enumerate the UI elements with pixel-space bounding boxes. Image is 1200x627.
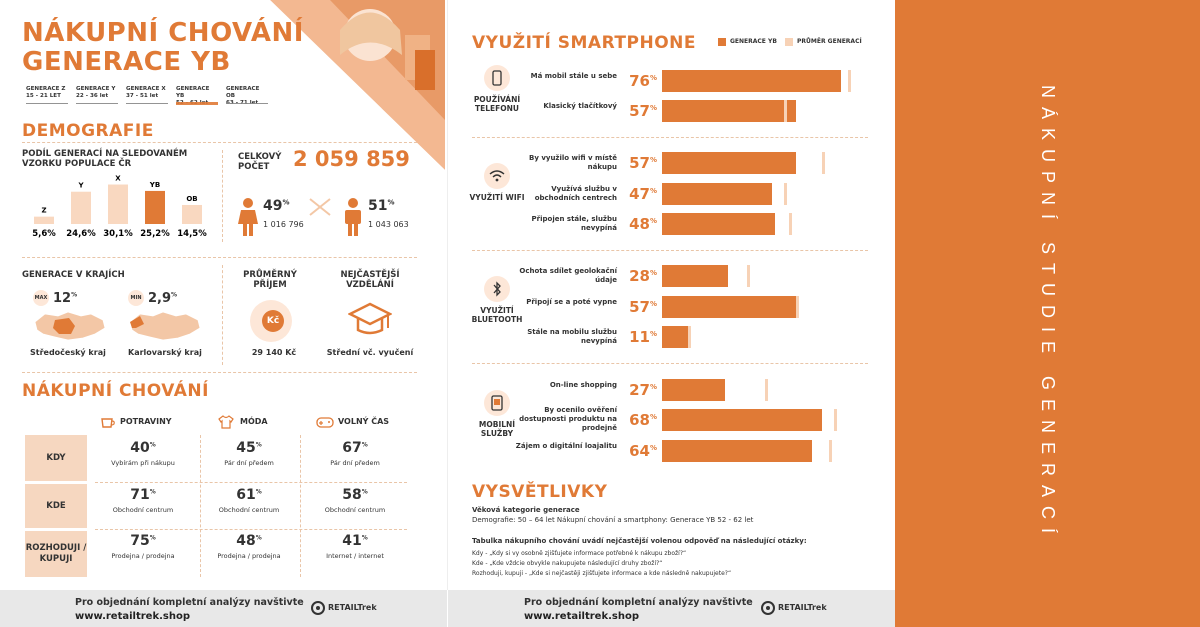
min-badge: MIN bbox=[128, 290, 144, 306]
bar-avg-marker bbox=[688, 326, 691, 348]
smartphone-question: Má mobil stále u sebe bbox=[530, 72, 617, 80]
gamepad-icon bbox=[316, 414, 334, 433]
bar-yb bbox=[662, 440, 812, 462]
legend-avg-swatch bbox=[785, 38, 793, 46]
gen-tab-ob: GENERACE OB bbox=[226, 86, 268, 107]
cup-icon bbox=[100, 414, 116, 433]
bar-yb bbox=[662, 183, 772, 205]
footer-text-right: Pro objednání kompletní analýzy navštivte bbox=[524, 597, 753, 608]
czech-map-min bbox=[128, 310, 203, 346]
smartphone-question: Připojen stále, službu nevypíná bbox=[531, 215, 617, 232]
income-label: PRŮMĚRNÝ PŘÍJEM bbox=[243, 270, 297, 290]
demografie-title: DEMOGRAFIE bbox=[22, 121, 154, 141]
legend-table-title: Tabulka nákupního chování uvádí nejčastější volenou odpověď na následující otázky: bbox=[472, 537, 807, 545]
group-label: POUŽÍVÁNÍ TELEFONU bbox=[473, 95, 521, 113]
min-region: Karlovarský kraj bbox=[128, 348, 202, 357]
share-cat-z: Z bbox=[41, 206, 47, 215]
legend-q1: Kdy - „Kdy si vy osobně zjišťujete informace potřebné k nákupu zboží?“ bbox=[472, 550, 687, 557]
legend-yb: GENERACE YB bbox=[730, 38, 777, 45]
share-value-x: 30,1% bbox=[103, 229, 133, 239]
group-label: VYUŽITÍ WIFI bbox=[469, 192, 525, 202]
share-value-yb: 25,2% bbox=[140, 229, 170, 239]
smartphone-pct: 68% bbox=[629, 411, 657, 429]
legend-age-text: Demografie: 50 – 64 let Nákupní chování a smartphony: Generace YB 52 - 62 let bbox=[472, 516, 754, 524]
smartphone-pct: 47% bbox=[629, 185, 657, 203]
smartphone-question: By využilo wifi v místě nákupu bbox=[528, 154, 617, 171]
share-cat-y: Y bbox=[78, 181, 84, 190]
share-value-ob: 14,5% bbox=[177, 229, 207, 239]
gen-tab-z: GENERACE Z 15 - 21 LET bbox=[26, 86, 68, 100]
smartphone-question: Stále na mobilu službu nevypíná bbox=[527, 328, 617, 345]
smartphone-pct: 57% bbox=[629, 298, 657, 316]
group-label: MOBILNÍ SLUŽBY bbox=[478, 419, 516, 438]
graduation-cap-icon bbox=[348, 302, 392, 342]
bar-avg-marker bbox=[848, 70, 851, 92]
share-bar-y bbox=[71, 192, 91, 224]
smartphone-question: Klasický tlačítkový bbox=[543, 102, 617, 110]
legend-q3: Rozhoduji, kupuji - „Kde si nejčastěji zjišťujete informace a kde následně nakupujete?“ bbox=[472, 570, 732, 577]
smartphone-pct: 57% bbox=[629, 102, 657, 120]
smartphone-pct: 76% bbox=[629, 72, 657, 90]
footer-brand-right: RETAILTrek bbox=[778, 603, 827, 612]
footer-url-right[interactable]: www.retailtrek.shop bbox=[524, 611, 640, 622]
cell-kde-volny-cas: 58% Obchodní centrum bbox=[324, 487, 386, 514]
bar-yb bbox=[662, 152, 796, 174]
footer-right bbox=[448, 590, 895, 627]
bar-yb bbox=[662, 409, 822, 431]
bar-avg-marker bbox=[784, 183, 787, 205]
legend-title: VYSVĚTLIVKY bbox=[472, 482, 608, 502]
cell-kdy-volny-cas: 67% Pár dní předem bbox=[330, 440, 380, 467]
total-label: CELKOVÝ POČET bbox=[238, 152, 282, 172]
footer-brand-left: RETAILTrek bbox=[328, 603, 377, 612]
tshirt-icon bbox=[218, 414, 234, 433]
page-title-line2: GENERACE YB bbox=[22, 47, 231, 77]
regions-label: GENERACE V KRAJÍCH bbox=[22, 270, 125, 280]
bar-avg-marker bbox=[789, 213, 792, 235]
bar-yb bbox=[662, 70, 841, 92]
row-rozhoduji: ROZHODUJI / KUPUJI bbox=[25, 531, 87, 577]
share-cat-ob: OB bbox=[186, 194, 198, 203]
bar-avg-marker bbox=[784, 100, 787, 122]
group-label: VYUŽITÍ BLUETOOTH bbox=[471, 305, 523, 324]
smartphone-title: VYUŽITÍ SMARTPHONE bbox=[472, 33, 696, 53]
men-pct: 51% bbox=[368, 198, 395, 214]
bar-yb bbox=[662, 379, 725, 401]
edu-value: Střední vč. vyučení bbox=[326, 348, 414, 357]
legend-yb-swatch bbox=[718, 38, 726, 46]
page-title-line1: NÁKUPNÍ CHOVÁNÍ bbox=[22, 18, 304, 48]
smartphone-question: Využívá službu v obchodních centrech bbox=[534, 185, 617, 202]
cell-rozhoduji-volny-cas: 41% Internet / internet bbox=[326, 533, 384, 560]
total-value: 2 059 859 bbox=[293, 147, 410, 171]
cell-kde-moda: 61% Obchodní centrum bbox=[218, 487, 280, 514]
col-moda: MÓDA bbox=[240, 417, 268, 426]
share-cat-yb: YB bbox=[149, 180, 161, 189]
shopping-title: NÁKUPNÍ CHOVÁNÍ bbox=[22, 381, 209, 401]
col-potraviny: POTRAVINY bbox=[120, 417, 172, 426]
smartphone-pct: 11% bbox=[629, 328, 657, 346]
row-kde: KDE bbox=[25, 484, 87, 528]
share-bar-x bbox=[108, 184, 128, 224]
bar-yb bbox=[662, 213, 775, 235]
bar-avg-marker bbox=[796, 296, 799, 318]
share-label: PODÍL GENERACÍ NA SLEDOVANÉM VZORKU POPULACE ČR bbox=[22, 149, 188, 169]
man-icon bbox=[343, 197, 363, 241]
col-volny-cas: VOLNÝ ČAS bbox=[338, 417, 390, 426]
edu-label: NEJČASTĚJŠÍ VZDĚLÁNÍ bbox=[340, 270, 400, 290]
bar-avg-marker bbox=[829, 440, 832, 462]
bar-yb bbox=[662, 265, 728, 287]
footer-text-left: Pro objednání kompletní analýzy navštivte bbox=[75, 597, 304, 608]
smartphone-pct: 27% bbox=[629, 381, 657, 399]
share-bar-yb bbox=[145, 191, 165, 224]
woman-icon bbox=[238, 197, 258, 241]
smartphone-question: Připojí se a poté vypne bbox=[526, 298, 617, 306]
bar-yb bbox=[662, 326, 688, 348]
czech-map-max bbox=[33, 310, 108, 346]
income-value: 29 140 Kč bbox=[251, 348, 297, 357]
cell-kde-potraviny: 71% Obchodní centrum bbox=[112, 487, 174, 514]
share-bar-z bbox=[34, 217, 54, 224]
cell-kdy-moda: 45% Pár dní předem bbox=[224, 440, 274, 467]
bar-avg-marker bbox=[834, 409, 837, 431]
smartphone-pct: 48% bbox=[629, 215, 657, 233]
bar-yb bbox=[662, 100, 796, 122]
gen-tab-x: GENERACE X 37 - 51 let bbox=[126, 86, 168, 100]
legend-q2: Kde - „Kde vždcie obvykle nakupujete následující druhy zboží?“ bbox=[472, 560, 663, 567]
footer-url-left[interactable]: www.retailtrek.shop bbox=[75, 611, 191, 622]
legend-age-title: Věková kategorie generace bbox=[472, 506, 580, 514]
share-chart bbox=[22, 170, 222, 240]
smartphone-question: By ocenilo ověření dostupnosti produktu na prodejně bbox=[519, 406, 617, 432]
cell-kdy-potraviny: 40% Vybírám při nákupu bbox=[111, 440, 175, 467]
smartphone-question: Ochota sdílet geolokační údaje bbox=[519, 267, 617, 284]
min-pct: 2,9% bbox=[148, 291, 178, 306]
max-badge: MAX bbox=[33, 290, 49, 306]
smartphone-pct: 64% bbox=[629, 442, 657, 460]
women-pct: 49% bbox=[263, 198, 290, 214]
footer-left bbox=[0, 590, 447, 627]
smartphone-pct: 57% bbox=[629, 154, 657, 172]
retailtrek-logo-icon bbox=[760, 600, 776, 620]
side-panel bbox=[895, 0, 1200, 627]
share-cat-x: X bbox=[115, 174, 121, 183]
smartphone-question: Zájem o digitální loajalitu bbox=[515, 442, 617, 450]
retailtrek-logo-icon bbox=[310, 600, 326, 620]
share-bar-ob bbox=[182, 205, 202, 224]
cross-icon bbox=[308, 197, 332, 221]
bar-yb bbox=[662, 296, 796, 318]
smartphone-pct: 28% bbox=[629, 267, 657, 285]
legend-avg: PRŮMĚR GENERACÍ bbox=[797, 38, 862, 45]
bar-avg-marker bbox=[765, 379, 768, 401]
cell-rozhoduji-potraviny: 75% Prodejna / prodejna bbox=[111, 533, 175, 560]
max-region: Středočeský kraj bbox=[30, 348, 106, 357]
men-count: 1 043 063 bbox=[368, 220, 409, 229]
bar-avg-marker bbox=[747, 265, 750, 287]
bar-avg-marker bbox=[822, 152, 825, 174]
gen-tab-yb: GENERACE YB bbox=[176, 86, 218, 107]
coins-icon: Kč bbox=[250, 300, 292, 342]
smartphone-question: On-line shopping bbox=[549, 381, 617, 389]
gen-tab-y: GENERACE Y 22 - 36 let bbox=[76, 86, 118, 100]
share-value-y: 24,6% bbox=[66, 229, 96, 239]
max-pct: 12% bbox=[53, 291, 78, 306]
women-count: 1 016 796 bbox=[263, 220, 304, 229]
cell-rozhoduji-moda: 48% Prodejna / prodejna bbox=[217, 533, 281, 560]
side-title: NÁKUPNÍ STUDIE GENERACÍ bbox=[1038, 84, 1058, 543]
row-kdy: KDY bbox=[25, 435, 87, 481]
share-value-z: 5,6% bbox=[32, 229, 56, 239]
